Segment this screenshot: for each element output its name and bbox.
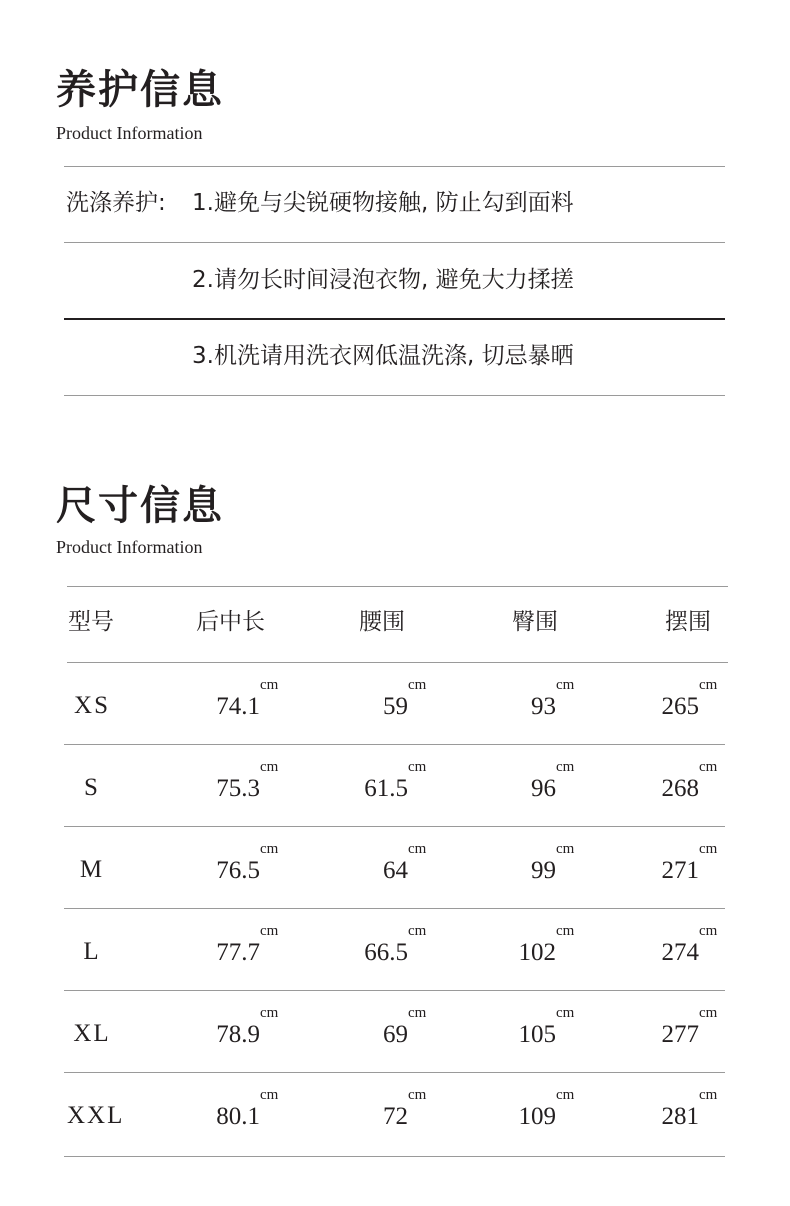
- hip-cell: [486, 923, 580, 972]
- header-hem: 摆围: [665, 609, 711, 635]
- unit-label: cm: [556, 1005, 575, 1021]
- hem-value: 281: [661, 1103, 699, 1130]
- size-subtitle: Product Information: [56, 537, 203, 557]
- unit-label: cm: [260, 923, 279, 939]
- unit-label: cm: [260, 1005, 279, 1021]
- hip-cell: [486, 841, 580, 890]
- unit-label: cm: [556, 759, 575, 775]
- care-title: 养护信息: [56, 66, 224, 113]
- hem-value: 268: [661, 775, 699, 802]
- length-value: 80.1: [216, 1103, 260, 1130]
- hem-cell: [629, 923, 723, 972]
- unit-label: cm: [699, 759, 718, 775]
- waist-value: 66.5: [364, 939, 408, 966]
- divider: [64, 166, 725, 167]
- length-value: 78.9: [216, 1021, 260, 1048]
- size-label: XS: [74, 692, 110, 719]
- hip-value: 109: [518, 1103, 556, 1130]
- hem-cell: [629, 1087, 723, 1136]
- care-item-1: 1.避免与尖锐硬物接触, 防止勾到面料: [192, 190, 574, 216]
- unit-label: cm: [408, 677, 427, 693]
- unit-label: cm: [699, 1005, 718, 1021]
- hem-value: 277: [661, 1021, 699, 1048]
- size-label: XXL: [67, 1102, 125, 1129]
- unit-label: cm: [699, 677, 718, 693]
- hem-value: 274: [661, 939, 699, 966]
- unit-label: cm: [556, 677, 575, 693]
- unit-label: cm: [556, 923, 575, 939]
- waist-cell: [338, 759, 432, 808]
- table-row: [0, 826, 790, 908]
- unit-label: cm: [260, 841, 279, 857]
- length-cell: [190, 1087, 284, 1136]
- care-item-3: 3.机洗请用洗衣网低温洗涤, 切忌暴晒: [192, 343, 574, 369]
- length-cell: [190, 923, 284, 972]
- unit-label: cm: [260, 759, 279, 775]
- care-label: 洗涤养护:: [66, 190, 166, 216]
- size-label: M: [79, 856, 105, 883]
- hip-cell: [486, 759, 580, 808]
- waist-value: 64: [383, 857, 408, 884]
- unit-label: cm: [699, 1087, 718, 1103]
- hem-cell: [629, 759, 723, 808]
- header-waist: 腰围: [359, 609, 405, 635]
- length-cell: [190, 841, 284, 890]
- length-value: 76.5: [216, 857, 260, 884]
- table-row: [0, 662, 790, 744]
- size-label: S: [84, 774, 100, 801]
- header-size: 型号: [68, 609, 114, 635]
- waist-cell: [338, 677, 432, 726]
- unit-label: cm: [556, 1087, 575, 1103]
- header-length: 后中长: [196, 609, 265, 635]
- length-cell: [190, 759, 284, 808]
- unit-label: cm: [408, 1005, 427, 1021]
- hem-value: 271: [661, 857, 699, 884]
- divider: [64, 395, 725, 396]
- waist-cell: [338, 841, 432, 890]
- hem-cell: [629, 841, 723, 890]
- waist-cell: [338, 923, 432, 972]
- unit-label: cm: [260, 1087, 279, 1103]
- unit-label: cm: [408, 923, 427, 939]
- divider: [64, 1156, 725, 1157]
- unit-label: cm: [408, 759, 427, 775]
- unit-label: cm: [556, 841, 575, 857]
- hem-value: 265: [661, 693, 699, 720]
- table-row: [0, 908, 790, 990]
- table-row: [0, 744, 790, 826]
- hip-cell: [486, 1005, 580, 1054]
- hip-cell: [486, 677, 580, 726]
- length-value: 75.3: [216, 775, 260, 802]
- waist-value: 59: [383, 693, 408, 720]
- size-label: L: [83, 938, 101, 965]
- table-row: [0, 1072, 790, 1154]
- care-item-2: 2.请勿长时间浸泡衣物, 避免大力揉搓: [192, 267, 574, 293]
- hip-value: 105: [518, 1021, 556, 1048]
- header-hip: 臀围: [512, 609, 558, 635]
- size-label: XL: [73, 1020, 111, 1047]
- waist-cell: [338, 1087, 432, 1136]
- waist-value: 72: [383, 1103, 408, 1130]
- waist-value: 61.5: [364, 775, 408, 802]
- waist-value: 69: [383, 1021, 408, 1048]
- length-value: 77.7: [216, 939, 260, 966]
- hip-value: 93: [531, 693, 556, 720]
- unit-label: cm: [699, 923, 718, 939]
- waist-cell: [338, 1005, 432, 1054]
- divider: [64, 318, 725, 320]
- hem-cell: [629, 1005, 723, 1054]
- unit-label: cm: [408, 841, 427, 857]
- length-value: 74.1: [216, 693, 260, 720]
- hem-cell: [629, 677, 723, 726]
- unit-label: cm: [260, 677, 279, 693]
- divider: [64, 242, 725, 243]
- length-cell: [190, 677, 284, 726]
- care-subtitle: Product Information: [56, 123, 203, 143]
- length-cell: [190, 1005, 284, 1054]
- table-row: [0, 990, 790, 1072]
- hip-value: 99: [531, 857, 556, 884]
- hip-cell: [486, 1087, 580, 1136]
- divider: [67, 586, 728, 587]
- hip-value: 96: [531, 775, 556, 802]
- unit-label: cm: [408, 1087, 427, 1103]
- size-title: 尺寸信息: [56, 482, 224, 529]
- unit-label: cm: [699, 841, 718, 857]
- hip-value: 102: [518, 939, 556, 966]
